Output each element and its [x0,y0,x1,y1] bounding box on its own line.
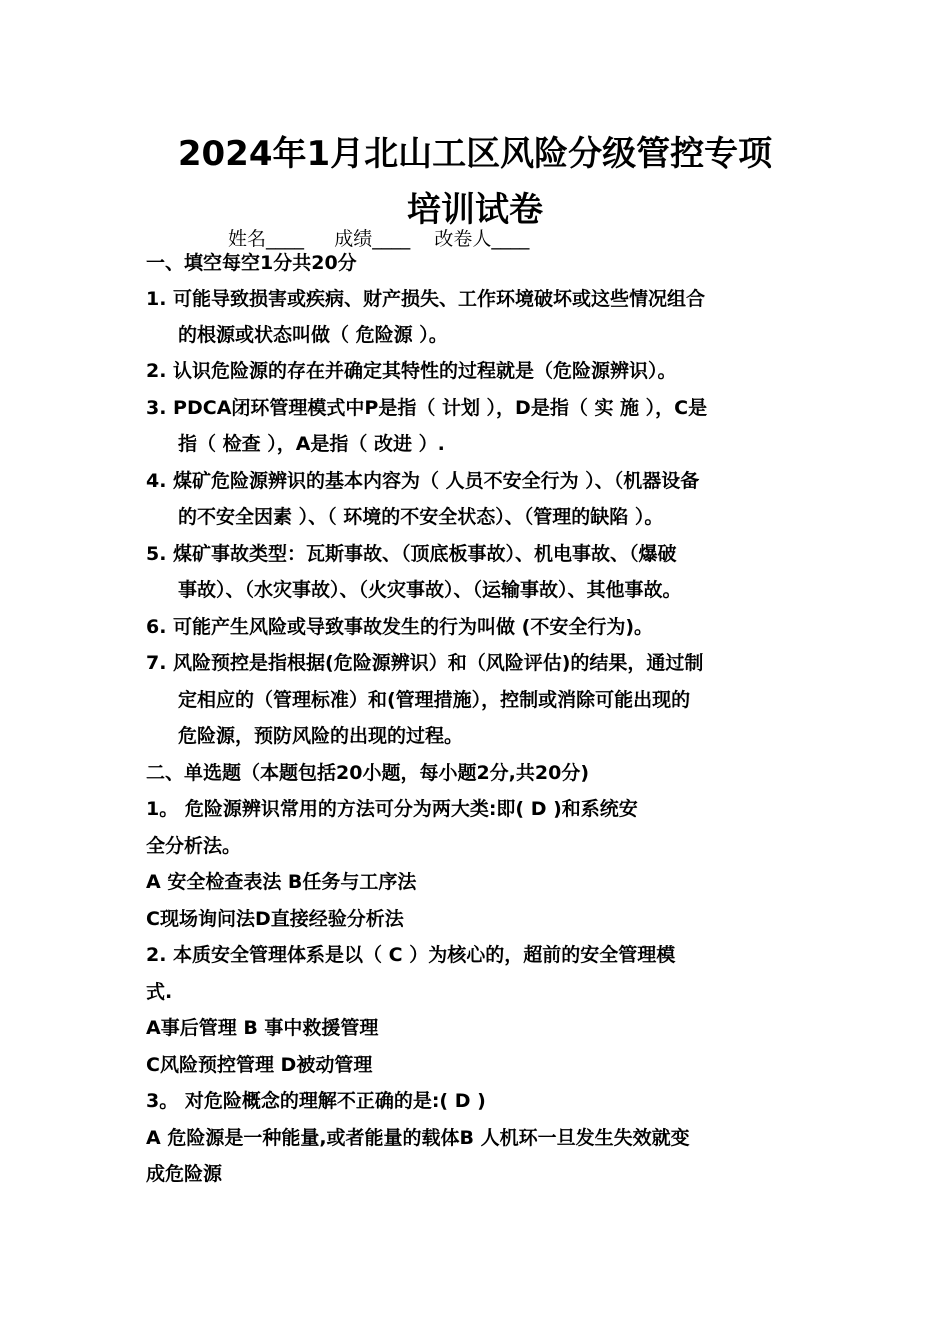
question-text: 3。 对危险概念的理解不正确的是:( D ) [146,1090,486,1112]
choice-options: A 安全检查表法 B任务与工序法 [146,871,417,893]
exam-title-line2: 培训试卷 [407,190,543,230]
question-text: 2. 本质安全管理体系是以（ C ）为核心的，超前的安全管理模 [146,944,676,966]
question-text: 的根源或状态叫做（ 危险源 ）。 [178,324,448,346]
choice-options: A 危险源是一种能量,或者能量的载体B 人机环一旦发生失效就变 [146,1127,690,1149]
question-text: 7. 风险预控是指根据(危险源辨识）和（风险评估)的结果，通过制 [146,652,704,674]
choice-options: 成危险源 [146,1163,223,1185]
exam-info-row: 姓名____ 成绩____ 改卷人____ [228,228,530,250]
question-text: 定相应的（管理标准）和(管理措施），控制或消除可能出现的 [178,689,691,711]
question-text: 全分析法。 [146,835,242,857]
exam-title-line1: 2024年1月北山工区风险分级管控专项 [177,134,773,174]
choice-options: A事后管理 B 事中救援管理 [146,1017,379,1039]
question-text: 事故）、（水灾事故）、（火灾事故）、（运输事故）、其他事故。 [178,579,682,601]
question-text: 指（ 检查 ），A是指（ 改进 ）. [178,433,445,455]
question-text: 的不安全因素 ）、（ 环境的不安全状态）、（管理的缺陷 ）。 [178,506,664,528]
question-text: 5. 煤矿事故类型：瓦斯事故、（顶底板事故）、机电事故、（爆破 [146,543,677,565]
question-text: 6. 可能产生风险或导致事故发生的行为叫做 (不安全行为)。 [146,616,654,638]
section-heading-single-choice: 二、单选题（本题包括20小题，每小题2分,共20分) [146,762,590,784]
section-heading-fill-blank: 一、填空每空1分共20分 [146,252,357,274]
question-text: 4. 煤矿危险源辨识的基本内容为（ 人员不安全行为 ）、（机器设备 [146,470,700,492]
question-text: 2. 认识危险源的存在并确定其特性的过程就是（危险源辨识）。 [146,360,677,382]
choice-options: C风险预控管理 D被动管理 [146,1054,373,1076]
question-text: 式. [146,981,173,1003]
question-text: 1. 可能导致损害或疾病、财产损失、工作环境破坏或这些情况组合 [146,288,706,310]
question-text: 3. PDCA闭环管理模式中P是指（ 计划 ），D是指（ 实 施 ），C是 [146,397,708,419]
question-text: 1。 危险源辨识常用的方法可分为两大类:即( D )和系统安 [146,798,638,820]
choice-options: C现场询问法D直接经验分析法 [146,908,404,930]
question-text: 危险源，预防风险的出现的过程。 [178,725,464,747]
